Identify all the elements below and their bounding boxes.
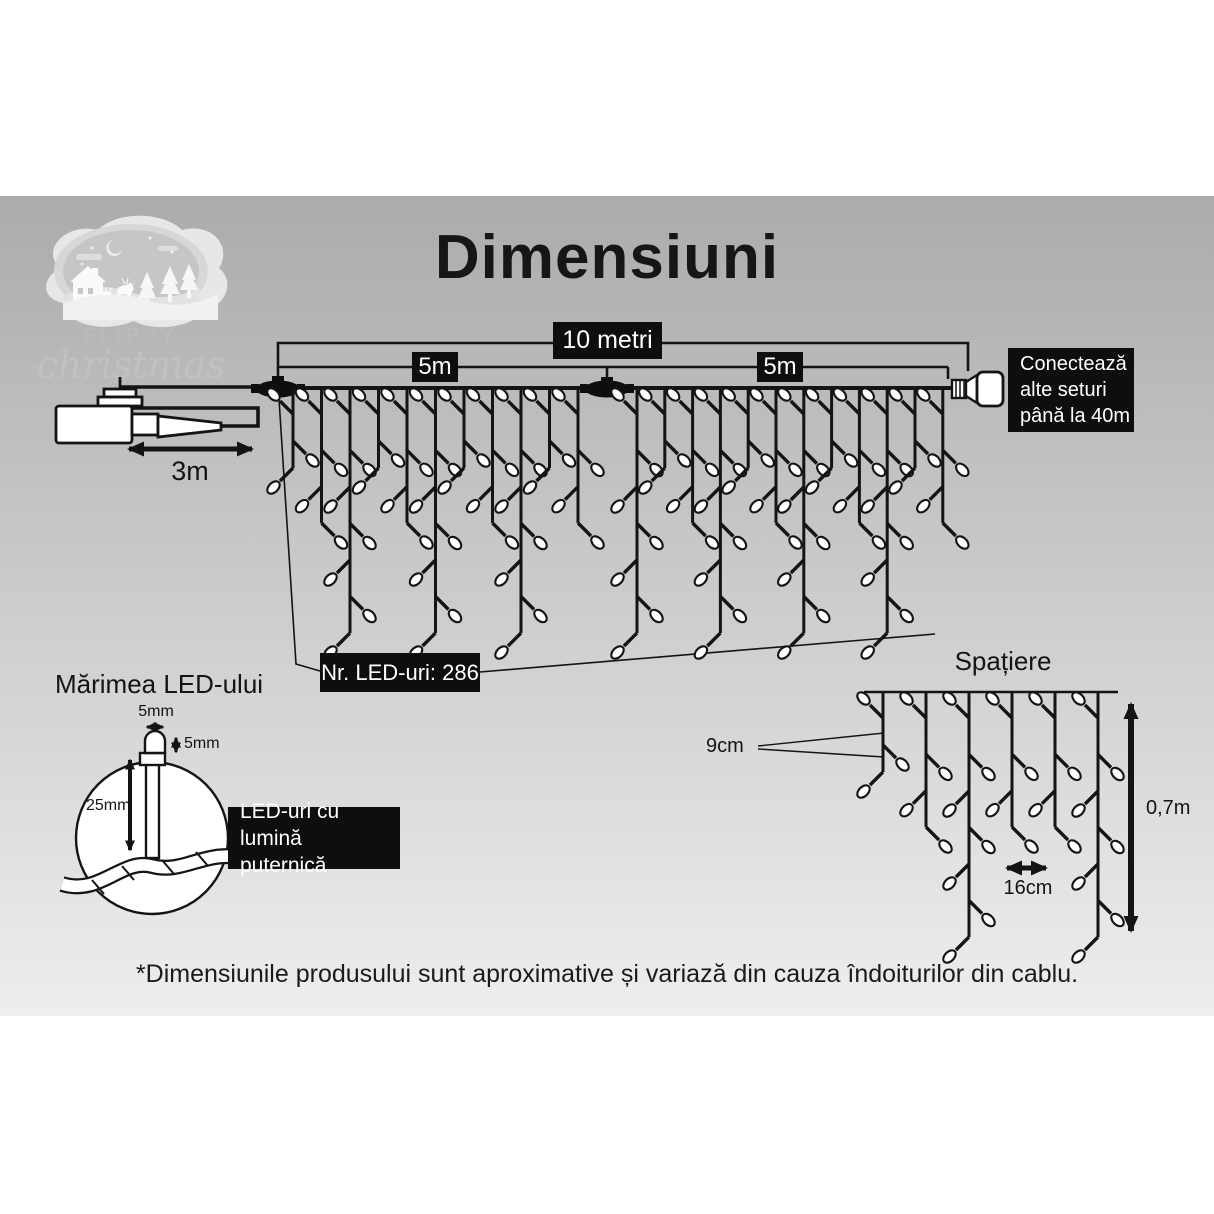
segment-length-label-left: 5m <box>412 352 458 382</box>
icicle-curtain <box>265 386 971 661</box>
gap-pointer-line <box>758 733 884 746</box>
inline-connector-icon <box>580 377 634 398</box>
led-brightness-note: LED-uri cu lumină puternică <box>228 807 400 869</box>
spacing-curtain <box>855 690 1126 965</box>
led-base <box>140 753 165 765</box>
led-gap-label: 9cm <box>706 735 744 757</box>
bulb-height-label: 5mm <box>184 735 220 752</box>
bulb-length-label: 25mm <box>86 797 131 814</box>
extension-connector-icon <box>952 372 1003 406</box>
spacing-heading: Spațiere <box>954 646 1052 676</box>
led-count-label: Nr. LED-uri: 286 <box>320 653 480 692</box>
segment-length-label-right: 5m <box>757 352 803 382</box>
led-stem <box>146 764 159 858</box>
led-size-figure <box>62 727 250 914</box>
disclaimer-text: *Dimensiunile produsului sunt aproximative și variază din cauza îndoiturilor din cablu. <box>135 960 1079 988</box>
gap-pointer-line <box>758 749 884 757</box>
page-title: Dimensiuni <box>434 223 780 292</box>
connect-note: Conectează alte seturi până la 40m <box>1008 348 1134 432</box>
drop-length-label: 0,7m <box>1146 797 1191 819</box>
brand-script-text: christmas <box>36 343 226 387</box>
drop-gap-label: 16cm <box>1003 877 1053 899</box>
led-size-heading: Mărimea LED-ului <box>55 669 264 699</box>
bulb-width-label: 5mm <box>138 703 174 720</box>
brand-name-text: FLIPPY <box>83 326 179 347</box>
lead-length-label: 3m <box>171 456 209 486</box>
led-dome <box>145 731 165 753</box>
total-length-label: 10 metri <box>553 322 662 359</box>
